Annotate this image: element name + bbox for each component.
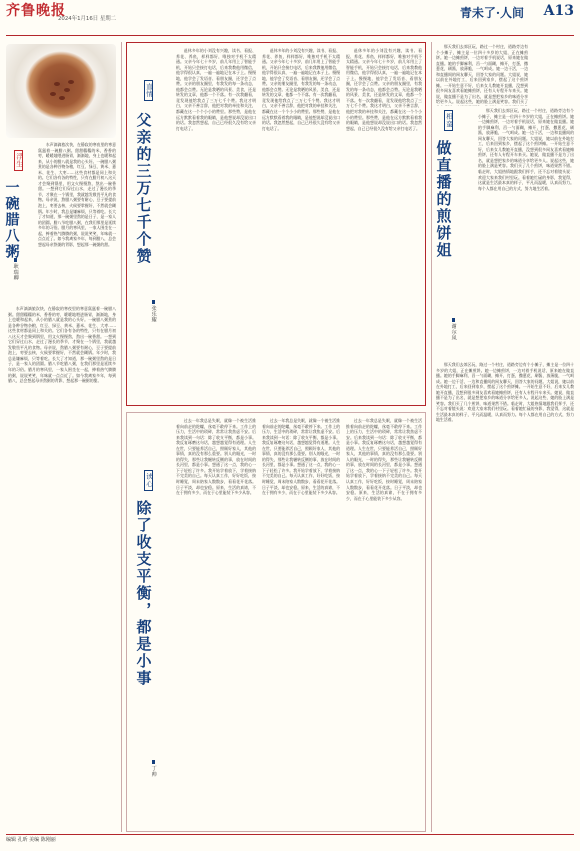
article2-title: 父亲的三万七千个赞 — [134, 112, 153, 265]
article4-body-col1: 过去一年我总是失眠，就像一个被生活推着向前走的陀螺，丝毫不敢停下来。工作上的压力，生活中的琐碎，常常让我焦虑不安。后来我读到一句话：除了收支平衡，都是小事。我反复琢磨这句话，越想越觉得有道理。人生在世，只要能养活自己，照顾好家人，其他的事情，真的没有那么重要。别人的眼光，一时的得失，那些让我辗转反侧的事，放在时间的长河里，都是小事。想通了这一点，我的心一下子轻松了许多。我开始学着放下，学着接纳不完美的自己。每天认真工作，好好吃饭，按时睡觉，周末陪家人散散步，看看花开花落。日子平淡，却也安稳。原来，生活的真谛，不在于拥有多少，而在于心里能装下多少从容。 — [176, 418, 256, 496]
page-header — [6, 3, 574, 36]
page-footer: 编辑 孔昕 美编 陈刚丽 — [6, 837, 56, 843]
page-number: A13 — [543, 3, 574, 19]
issue-date: 2024年1月16日 星期二 — [58, 16, 117, 22]
article3-title: 做直播的煎饼姐 — [434, 140, 453, 259]
newspaper-brand: 齐鲁晚报 — [6, 3, 66, 19]
article2-body-col2: 退休多年的小刘没有兴趣，读书、看报、养花、养鱼，样样都好，唯独对手机不太精通。父亲今年七十多岁，前几年用上了智能手机，开始只会接打电话，后来我教他用微信，他学得很认真，一遍一遍地记在本子上。慢慢地，他学会了发语音、看朋友圈，还学会了点赞。父亲的朋友圈里，有我发的每一条动态，他都会点赞。无论是我晒的风景、美食，还是转发的文章，他都一个不落。有一次我翻看，竟发现他给我点了三万七千个赞。我这才明白，父亲不善言辞，他把对我的牵挂和关注，都藏在这一个个小小的赞里。那些赞，是他在远方默默看着我的眼睛，是他想说却没说出口的话。我忽然想起，自己已经很久没有给父亲打电话了。 — [262, 48, 340, 131]
article2-body-col3: 退休多年的小刘没有兴趣，读书、看报、养花、养鱼，样样都好，唯独对手机不太精通。父亲今年七十多岁，前几年用上了智能手机，开始只会接打电话，后来我教他用微信，他学得很认真，一遍一遍地记在本子上。慢慢地，他学会了发语音、看朋友圈，还学会了点赞。父亲的朋友圈里，有我发的每一条动态，他都会点赞。无论是我晒的风景、美食，还是转发的文章，他都一个不落。有一次我翻看，竟发现他给我点了三万七千个赞。我这才明白，父亲不善言辞，他把对我的牵挂和关注，都藏在这一个个小小的赞里。那些赞，是他在远方默默看着我的眼睛，是他想说却没说出口的话。我忽然想起，自己已经很久没有给父亲打电话了。 — [346, 48, 422, 131]
article3-body-top: 那天我们去郊区玩，路过一个村庄，道路旁边有个小摊子，摊主是一位四十多岁的大姐，正在摊煎饼。她一边摊煎饼，一边对着手机说话，原来她在做直播。她的手脚麻利，舀一勺面糊，摊开，打蛋，撒葱花，刷酱，放薄脆，一气呵成。她一边干活，一边和直播间的网友聊天，回答大家的问题。大姐说，她以前在外地打工，后来回到家乡，摆起了这个煎饼摊。一开始生意不好，后来女儿教她开直播，没想到很多网友喜欢看她摊煎饼，还有人专程开车来买。她说，做直播不是为了出名，就是想把家乡的味道分享给更多人。说起这些，她的脸上满是笑容。我们买了 — [436, 44, 528, 105]
article2-body-col1: 退休多年的小刘没有兴趣，读书、看报、养花、养鱼，样样都好，唯独对手机不太精通。父亲今年七十多岁，前几年用上了智能手机，开始只会接打电话，后来我教他用微信，他学得很认真，一遍一遍地记在本子上。慢慢地，他学会了发语音、看朋友圈，还学会了点赞。父亲的朋友圈里，有我发的每一条动态，他都会点赞。无论是我晒的风景、美食，还是转发的文章，他都一个不落。有一次我翻看，竟发现他给我点了三万七千个赞。我这才明白，父亲不善言辞，他把对我的牵挂和关注，都藏在这一个个小小的赞里。那些赞，是他在远方默默看着我的眼睛，是他想说却没说出口的话。我忽然想起，自己已经很久没有给父亲打电话了。 — [176, 48, 256, 131]
article1-title: 一碗腊八粥 — [3, 180, 20, 260]
article4-body-col2: 过去一年我总是失眠，就像一个被生活推着向前走的陀螺，丝毫不敢停下来。工作上的压力，生活中的琐碎，常常让我焦虑不安。后来我读到一句话：除了收支平衡，都是小事。我反复琢磨这句话，越想越觉得有道理。人生在世，只要能养活自己，照顾好家人，其他的事情，真的没有那么重要。别人的眼光，一时的得失，那些让我辗转反侧的事，放在时间的长河里，都是小事。想通了这一点，我的心一下子轻松了许多。我开始学着放下，学着接纳不完美的自己。每天认真工作，好好吃饭，按时睡觉，周末陪家人散散步，看看花开花落。日子平淡，却也安稳。原来，生活的真谛，不在于拥有多少，而在于心里能装下多少从容。 — [262, 418, 340, 496]
column-divider — [121, 42, 122, 832]
article4-title: 除了收支平衡，都是小事 — [134, 500, 153, 687]
article2-tag: 直情 — [144, 80, 153, 101]
article4-author: 丁帅 — [150, 760, 156, 777]
article1-tag: 浮生 — [14, 150, 23, 171]
article1-body: 水声滴滴旅次快，在静寂的寒夜里的寒意氤氲着一碗腊八粥。甜甜糯糯的米，香香的枣，暖暖地喂进肠胃，渐渐地，身上也暖和起来，从小的腊八就是我的心头好。一碗腊八粥煮的是各种谷物杂粮，红豆、绿豆、黄米、薏米、花生、大枣……这些食材都是同上和关的。它们各有各的特性，只有在腊月初八这天才会聚到锅里，用文火慢慢熬，熬出一碗香甜。一想到它们穿过山水，走过了漫长的季节，才聚在一个锅里，我就越发敬畏平凡的食物。母亲说，熬腊八粥要有耐心，豆子要提前泡上，枣要去核，火候要掌握好，不然就会糊锅。年少时，我总是嫌麻烦，只等着吃。长大了才知道，那一碗粥里熬的是日子，是一家人的团圆。腊八节吃腊八粥，在我们那里是延续多年的习俗。腊月的寒风里，一家人围坐在一起，捧着热气腾腾的粥，说说笑笑，年味就一点点近了。如今我离家多年，每到腊八，总会想起母亲熬粥的背影，想起那一碗粥的甜。 — [8, 306, 116, 384]
article3-body-side: 那天我们去郊区玩，路过一个村庄，道路旁边有个小摊子，摊主是一位四十多岁的大姐，正在摊煎饼。她一边摊煎饼，一边对着手机说话，原来她在做直播。她的手脚麻利，舀一勺面糊，摊开，打蛋，撒葱花，刷酱，放薄脆，一气呵成。她一边干活，一边和直播间的网友聊天，回答大家的问题。大姐说，她以前在外地打工，后来回到家乡，摆起了这个煎饼摊。一开始生意不好，后来女儿教她开直播，没想到很多网友喜欢看她摊煎饼，还有人专程开车来买。她说，做直播不是为了出名，就是想把家乡的味道分享给更多人。说起这些，她的脸上满是笑容。我们买了几个煎饼，味道果然不错。临走时，大姐热情地跟我们挥手，还不忘对着镜头说：欢迎大家来我们村里玩。看着她忙碌的身影，我觉得，这就是生活最本真的样子，平凡而温暖，认真而努力。每个人都在用自己的方式，努力地生活着。 — [478, 108, 574, 191]
article4-tag: 读心 — [144, 470, 153, 491]
footer-rule — [6, 834, 574, 835]
column-divider — [431, 42, 432, 832]
article1-body-top: 水声滴滴旅次快，在静寂的寒夜里的寒意氤氲着一碗腊八粥。甜甜糯糯的米，香香的枣，暖暖地喂进肠胃，渐渐地，身上也暖和起来，从小的腊八就是我的心头好。一碗腊八粥煮的是各种谷物杂粮，红豆、绿豆、黄米、薏米、花生、大枣……这些食材都是同上和关的。它们各有各的特性，只有在腊月初八这天才会聚到锅里，用文火慢慢熬，熬出一碗香甜。一想到它们穿过山水，走过了漫长的季节，才聚在一个锅里，我就越发敬畏平凡的食物。母亲说，熬腊八粥要有耐心，豆子要提前泡上，枣要去核，火候要掌握好，不然就会糊锅。年少时，我总是嫌麻烦，只等着吃。长大了才知道，那一碗粥里熬的是日子，是一家人的团圆。腊八节吃腊八粥，在我们那里是延续多年的习俗。腊月的寒风里，一家人围坐在一起，捧着热气腾腾的粥，说说笑笑，年味就一点点近了。如今我离家多年，每到腊八，总会想起母亲熬粥的背影，想起那一碗粥的甜。 — [38, 142, 116, 247]
article3-author: 谢尔凤 — [450, 318, 456, 341]
porridge-photo — [6, 44, 116, 138]
article2-author: 张乐耀 — [150, 300, 156, 323]
article3-tag: 相蛮 — [444, 110, 453, 131]
section-name: 青未了·人间 — [459, 6, 524, 20]
article3-body: 那天我们去郊区玩，路过一个村庄，道路旁边有个小摊子，摊主是一位四十多岁的大姐，正在摊煎饼。她一边摊煎饼，一边对着手机说话，原来她在做直播。她的手脚麻利，舀一勺面糊，摊开，打蛋，撒葱花，刷酱，放薄脆，一气呵成。她一边干活，一边和直播间的网友聊天，回答大家的问题。大姐说，她以前在外地打工，后来回到家乡，摆起了这个煎饼摊。一开始生意不好，后来女儿教她开直播，没想到很多网友喜欢看她摊煎饼，还有人专程开车来买。她说，做直播不是为了出名，就是想把家乡的味道分享给更多人。说起这些，她的脸上满是笑容。我们买了几个煎饼，味道果然不错。临走时，大姐热情地跟我们挥手，还不忘对着镜头说：欢迎大家来我们村里玩。看着她忙碌的身影，我觉得，这就是生活最本真的样子，平凡而温暖，认真而努力。每个人都在用自己的方式，努力地生活着。 — [436, 362, 574, 423]
article4-body-col3: 过去一年我总是失眠，就像一个被生活推着向前走的陀螺，丝毫不敢停下来。工作上的压力，生活中的琐碎，常常让我焦虑不安。后来我读到一句话：除了收支平衡，都是小事。我反复琢磨这句话，越想越觉得有道理。人生在世，只要能养活自己，照顾好家人，其他的事情，真的没有那么重要。别人的眼光，一时的得失，那些让我辗转反侧的事，放在时间的长河里，都是小事。想通了这一点，我的心一下子轻松了许多。我开始学着放下，学着接纳不完美的自己。每天认真工作，好好吃饭，按时睡觉，周末陪家人散散步，看看花开花落。日子平淡，却也安稳。原来，生活的真谛，不在于拥有多少，而在于心里能装下多少从容。 — [346, 418, 422, 501]
article1-author: 耿瑞卿 — [12, 258, 18, 281]
